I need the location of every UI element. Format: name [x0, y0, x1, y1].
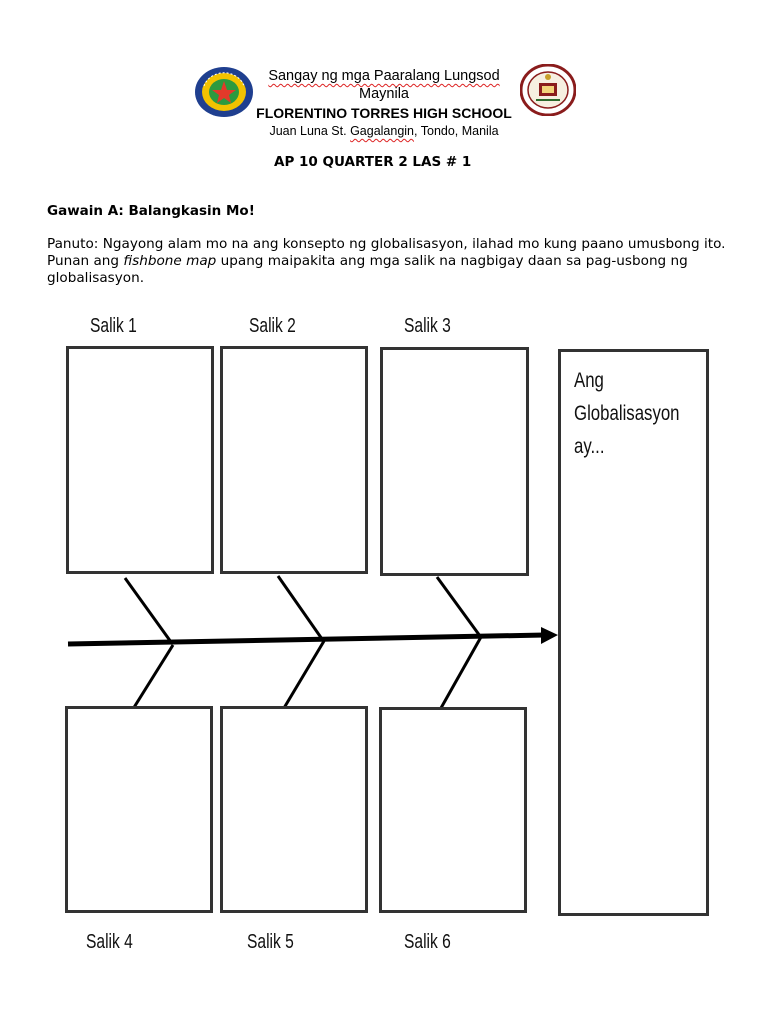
- box-salik-2[interactable]: [220, 346, 368, 574]
- bone-bottom-2: [284, 641, 324, 708]
- box-salik-5[interactable]: [220, 706, 368, 913]
- label-salik-6: Salik 6: [404, 931, 451, 953]
- document-code-title: AP 10 QUARTER 2 LAS # 1: [274, 154, 472, 170]
- bone-bottom-3: [441, 637, 481, 708]
- label-salik-3: Salik 3: [404, 315, 451, 337]
- address-street: Juan Luna St.: [269, 124, 351, 138]
- activity-title: Gawain A: Balangkasin Mo!: [47, 203, 255, 219]
- bone-bottom-1: [133, 645, 173, 709]
- box-salik-1[interactable]: [66, 346, 214, 574]
- conclusion-line-3: ay...: [574, 435, 605, 458]
- bone-top-2: [278, 576, 322, 639]
- conclusion-prompt: [574, 364, 680, 463]
- bone-top-3: [437, 577, 480, 636]
- label-salik-5: Salik 5: [247, 931, 294, 953]
- box-salik-3[interactable]: [380, 347, 529, 576]
- label-salik-4: Salik 4: [86, 931, 133, 953]
- spine-arrowhead: [541, 627, 558, 644]
- city-line: Maynila: [359, 86, 409, 102]
- box-salik-4[interactable]: [65, 706, 213, 913]
- conclusion-line-2: Globalisasyon: [574, 402, 680, 425]
- address-city: , Tondo, Manila: [414, 124, 499, 138]
- conclusion-line-1: Ang: [574, 369, 604, 392]
- address-barangay: Gagalangin: [350, 124, 415, 138]
- instructions-text-end: upang maipakita ang mga salik na nagbigay daan sa pag-usbong ng globalisasyon.: [47, 253, 688, 286]
- bone-top-1: [125, 578, 171, 642]
- label-salik-2: Salik 2: [249, 315, 296, 337]
- box-salik-6[interactable]: [379, 707, 527, 913]
- division-line-text: Sangay ng mga Paaralang Lungsod: [268, 68, 500, 84]
- label-salik-1: Salik 1: [90, 315, 137, 337]
- instructions-text: Panuto: Ngayong alam mo na ang konsepto ng globalisasyon, ilahad mo kung paano umusbong ito. Punan ang: [47, 236, 726, 269]
- school-name: FLORENTINO TORRES HIGH SCHOOL: [256, 105, 512, 121]
- fishbone-spine: [68, 635, 545, 644]
- instructions-emphasis: fishbone map: [123, 253, 217, 269]
